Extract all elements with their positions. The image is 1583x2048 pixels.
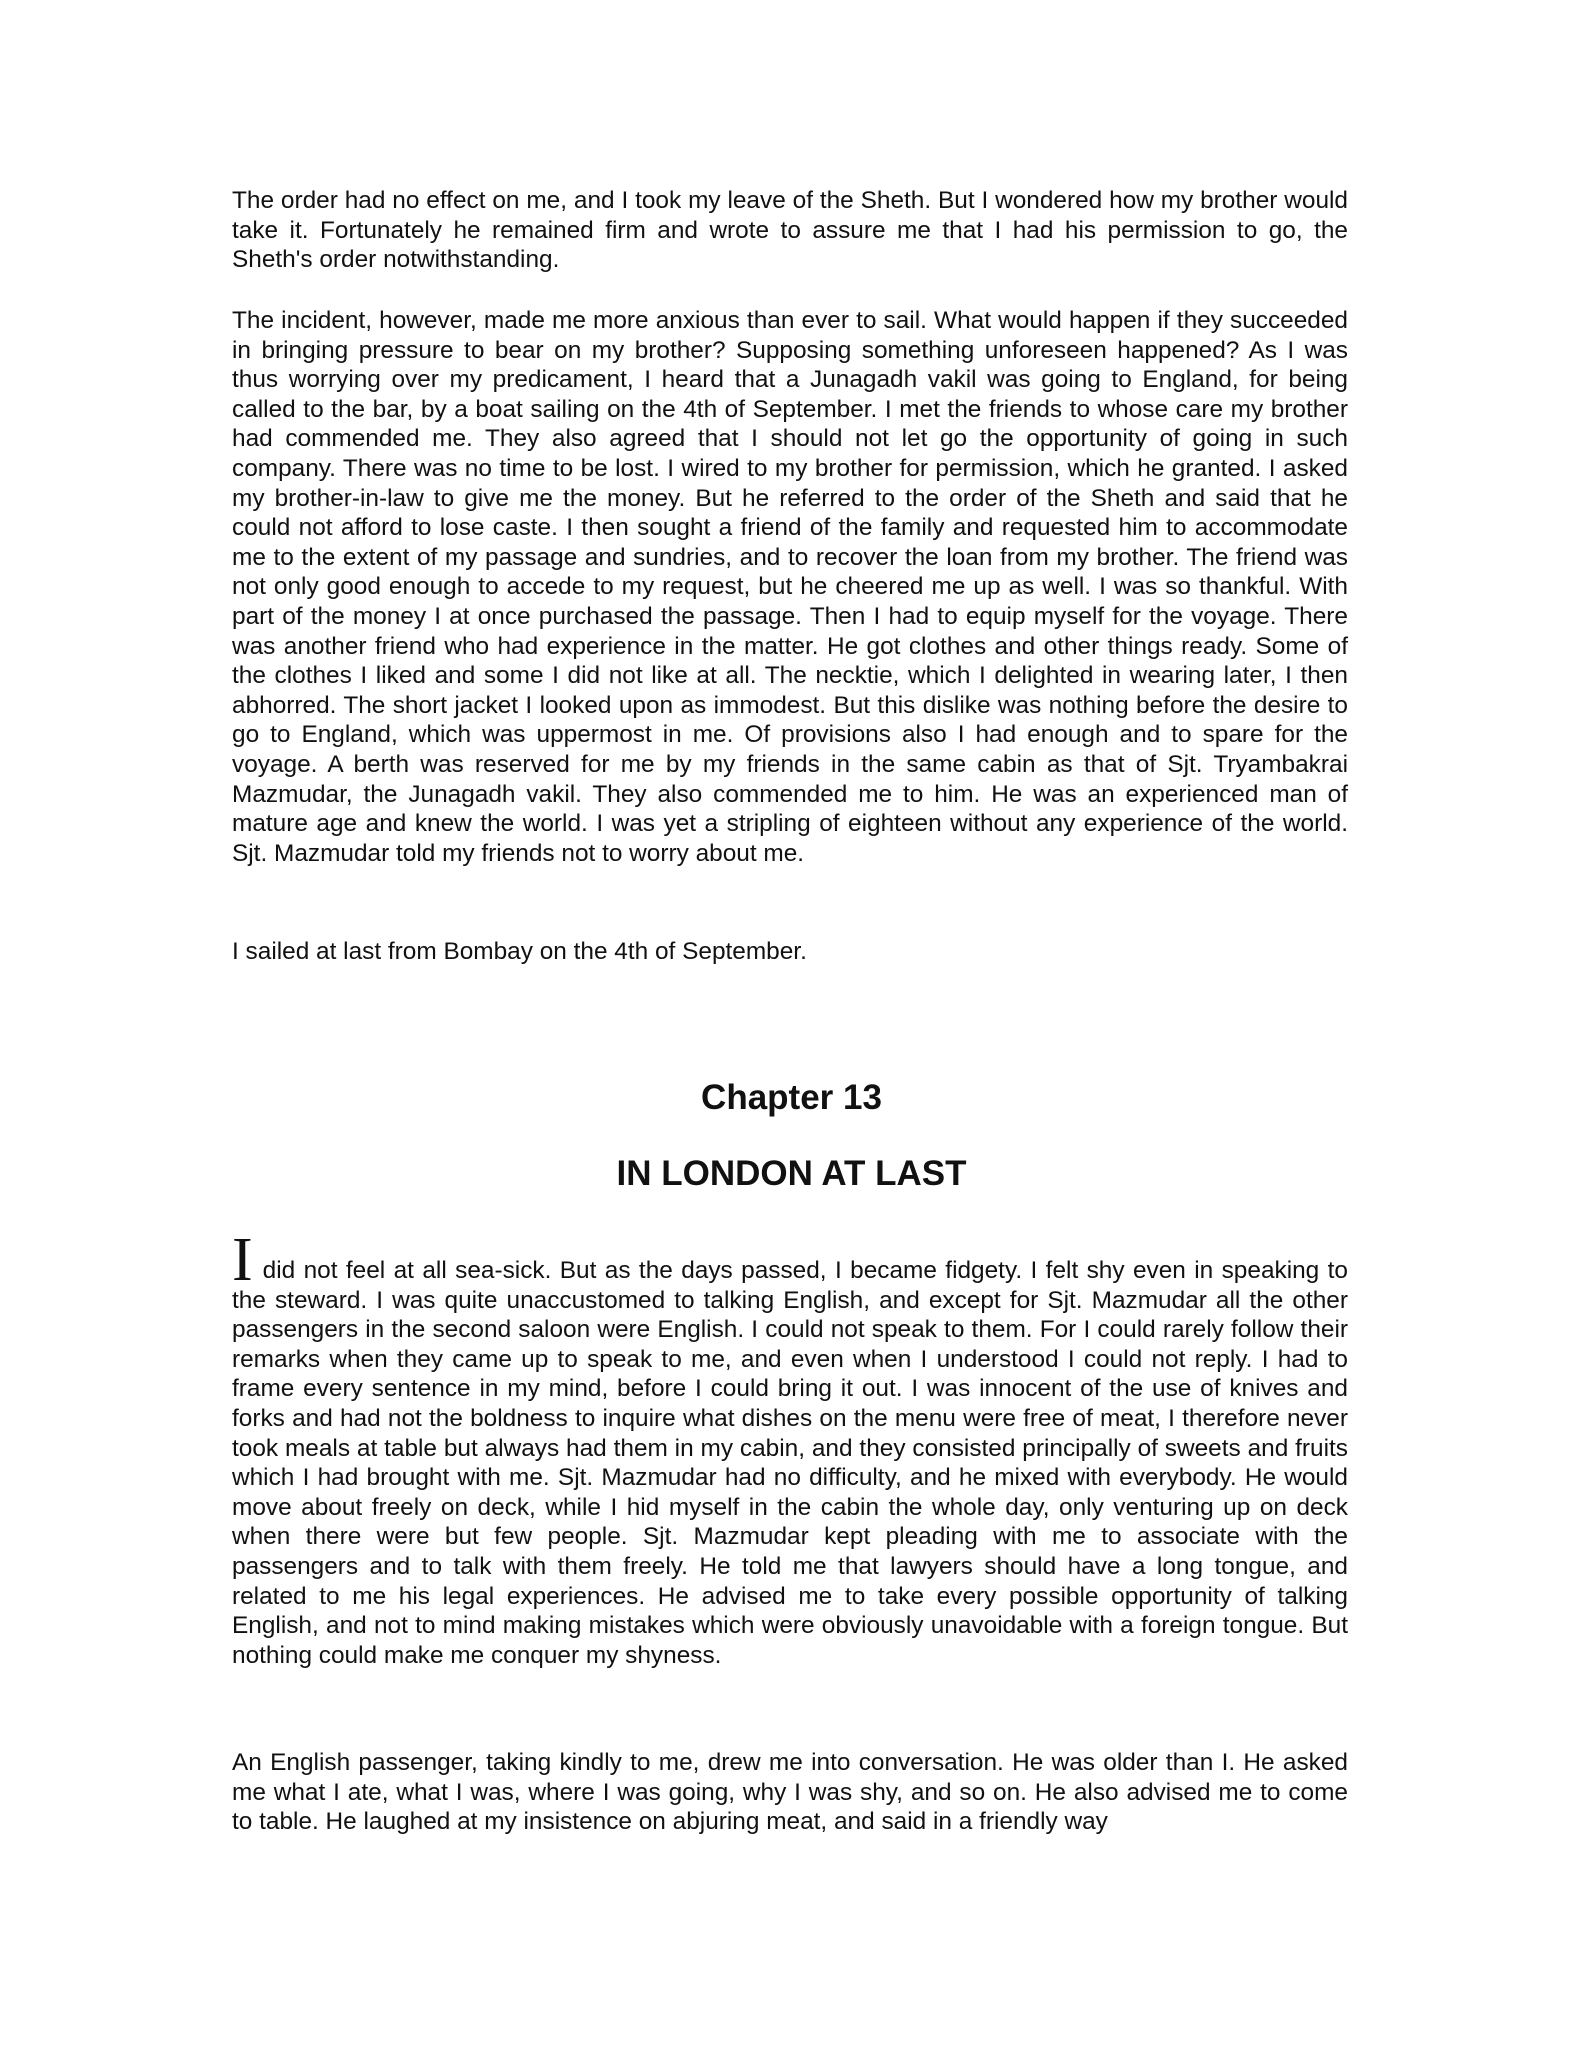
- paragraph-incident: The incident, however, made me more anxious than ever to sail. What would happen if they succeeded in bringing pressure to bear on my brother? Supposing something unforeseen happened? As I was thus worrying over my predicament, I heard that a Junagadh vakil was going to England, for being called to the bar, by a boat sailing on the 4th of September. I met the friends to whose care my brother had commended me. They also agreed that I should not let go the opportunity of going in such company. There was no time to be lost. I wired to my brother for permission, which he granted. I asked my brother-in-law to give me the money. But he referred to the order of the Sheth and said that he could not afford to lose caste. I then sought a friend of the family and requested him to accommodate me to the extent of my passage and sundries, and to recover the loan from my brother. The friend was not only good enough to accede to my request, but he cheered me up as well. I was so thankful. With part of the money I at once purchased the passage. Then I had to equip myself for the voyage. There was another friend who had experience in the matter. He got clothes and other things ready. Some of the clothes I liked and some I did not like at all. The necktie, which I delighted in wearing later, I then abhorred. The short jacket I looked upon as immodest. But this dislike was nothing before the desire to go to England, which was uppermost in me. Of provisions also I had enough and to spare for the voyage. A berth was reserved for me by my friends in the same cabin as that of Sjt. Tryambakrai Mazmudar, the Junagadh vakil. They also commended me to him. He was an experienced man of mature age and knew the world. I was yet a stripling of eighteen without any experience of the world. Sjt. Mazmudar told my friends not to worry about me.: [232, 307, 1348, 867]
- paragraph-sailed: I sailed at last from Bombay on the 4th of September.: [232, 938, 807, 965]
- chapter-title: IN LONDON AT LAST: [616, 1154, 967, 1193]
- paragraph-order-effect: The order had no effect on me, and I took my leave of the Sheth. But I wondered how my brother would take it. Fortunately he remained firm and wrote to assure me that I had his permission to go, the Sheth's order notwithstanding.: [232, 187, 1348, 274]
- paragraph-sea-voyage: [232, 1226, 1348, 1670]
- paragraph-sea-voyage-text: did not feel at all sea-sick. But as the days passed, I became fidgety. I felt shy even in speaking to the steward. I was quite unaccustomed to talking English, and except for Sjt. Mazmudar all the other passengers in the second saloon were English. I could not speak to them. For I could rarely follow their remarks when they came up to speak to me, and even when I understood I could not reply. I had to frame every sentence in my mind, before I could bring it out. I was innocent of the use of knives and forks and had not the boldness to inquire what dishes on the menu were free of meat, I therefore never took meals at table but always had them in my cabin, and they consisted principally of sweets and fruits which I had brought with me. Sjt. Mazmudar had no difficulty, and he mixed with everybody. He would move about freely on deck, while I hid myself in the cabin the whole day, only venturing up on deck when there were but few people. Sjt. Mazmudar kept pleading with me to associate with the passengers and to talk with them freely. He told me that lawyers should have a long tongue, and related to me his legal experiences. He advised me to take every possible opportunity of talking English, and not to mind making mistakes which were obviously unavoidable with a foreign tongue. But nothing could make me conquer my shyness.: [232, 1257, 1348, 1669]
- chapter-number: Chapter 13: [701, 1078, 882, 1117]
- drop-cap: I: [232, 1226, 253, 1294]
- paragraph-english-passenger: An English passenger, taking kindly to me, drew me into conversation. He was older than I. He asked me what I ate, what I was, where I was going, why I was shy, and so on. He also advised me to come to table. He laughed at my insistence on abjuring meat, and said in a friendly way: [232, 1749, 1348, 1836]
